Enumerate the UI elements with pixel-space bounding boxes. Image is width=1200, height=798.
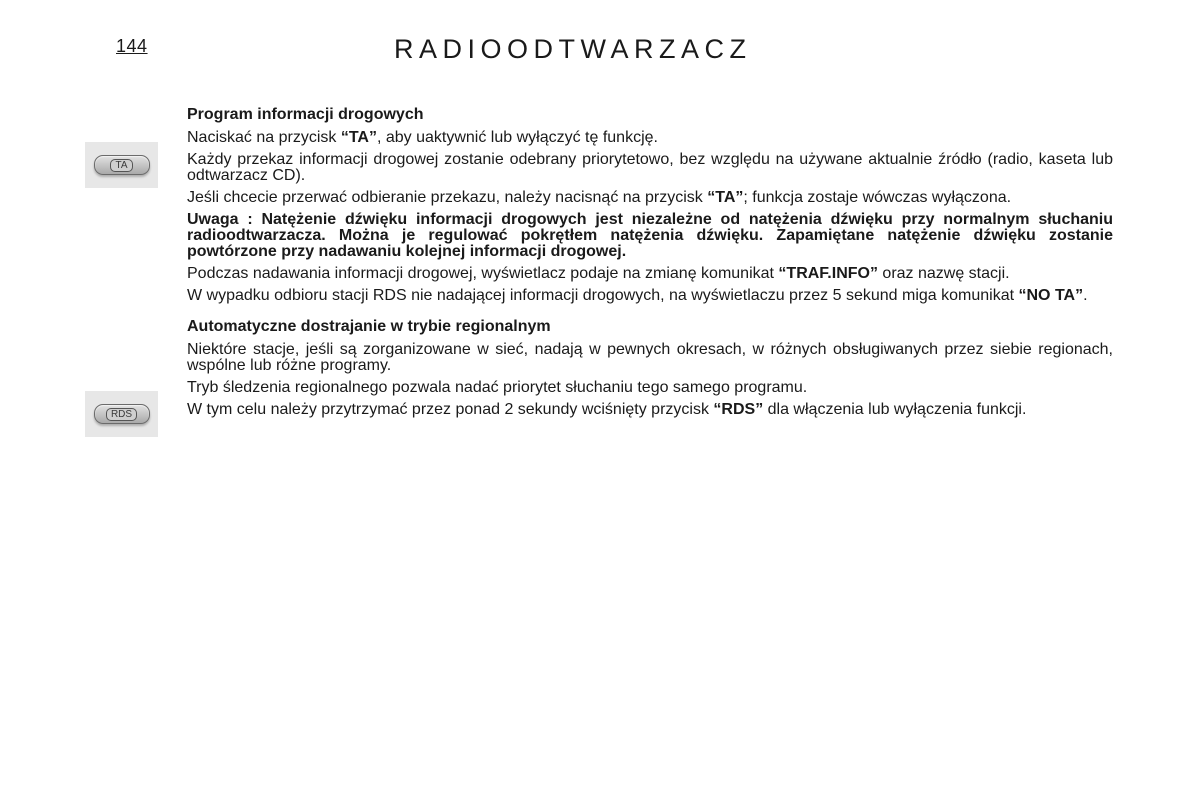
page-title: RADIOODTWARZACZ: [394, 34, 752, 64]
rds-button-pill: [94, 404, 150, 424]
rds-button-icon: [85, 391, 158, 437]
page-content: [187, 106, 1113, 424]
ta-button-icon: [85, 142, 158, 188]
section-heading-traffic-info: Program informacji drogowych: [187, 106, 424, 123]
paragraph-regional-mode: Tryb śledzenia regionalnego pozwala nadać priorytet słuchaniu tego samego programu.: [187, 379, 808, 396]
ta-button-pill: [94, 155, 150, 175]
paragraph-priority: Każdy przekaz informacji drogowej zostanie odebrany priorytetowo, bez względu na używane aktualnie źródło (radio, kaseta lub odtwarzacz CD).: [187, 151, 1113, 184]
paragraph-no-ta: W wypadku odbioru stacji RDS nie nadającej informacji drogowych, na wyświetlaczu przez 5 sekund miga komunikat “NO TA”.: [187, 287, 1088, 304]
page-number: 144: [116, 36, 148, 56]
paragraph-interrupt: Jeśli chcecie przerwać odbieranie przekazu, należy nacisnąć na przycisk “TA”; funkcja zostaje wówczas wyłączona.: [187, 189, 1012, 206]
paragraph-ta-toggle: Naciskać na przycisk “TA”, aby uaktywnić lub wyłączyć tę funkcję.: [187, 129, 658, 146]
section-heading-regional: Automatyczne dostrajanie w trybie regionalnym: [187, 318, 551, 335]
paragraph-traf-info: Podczas nadawania informacji drogowej, wyświetlacz podaje na zmianę komunikat “TRAF.INFO” oraz nazwę stacji.: [187, 265, 1010, 282]
note-volume: Uwaga : Natężenie dźwięku informacji drogowych jest niezależne od natężenia dźwięku przy normalnym słuchaniu radioodtwarzacza. Można je regulować pokrętłem natężenia dźwięku. Zapamiętane natężenie dźwięku zostanie powtórzone przy nadawaniu kolejnej informacji drogowej.: [187, 211, 1113, 260]
paragraph-network-stations: Niektóre stacje, jeśli są zorganizowane w sieć, nadają w pewnych okresach, w różnych obsługiwanych przez siebie regionach, wspólne lub różne programy.: [187, 341, 1113, 374]
paragraph-rds-toggle: W tym celu należy przytrzymać przez ponad 2 sekundy wciśnięty przycisk “RDS” dla włączenia lub wyłączenia funkcji.: [187, 401, 1027, 418]
rds-button-label: RDS: [106, 408, 137, 421]
ta-button-label: TA: [110, 159, 132, 172]
